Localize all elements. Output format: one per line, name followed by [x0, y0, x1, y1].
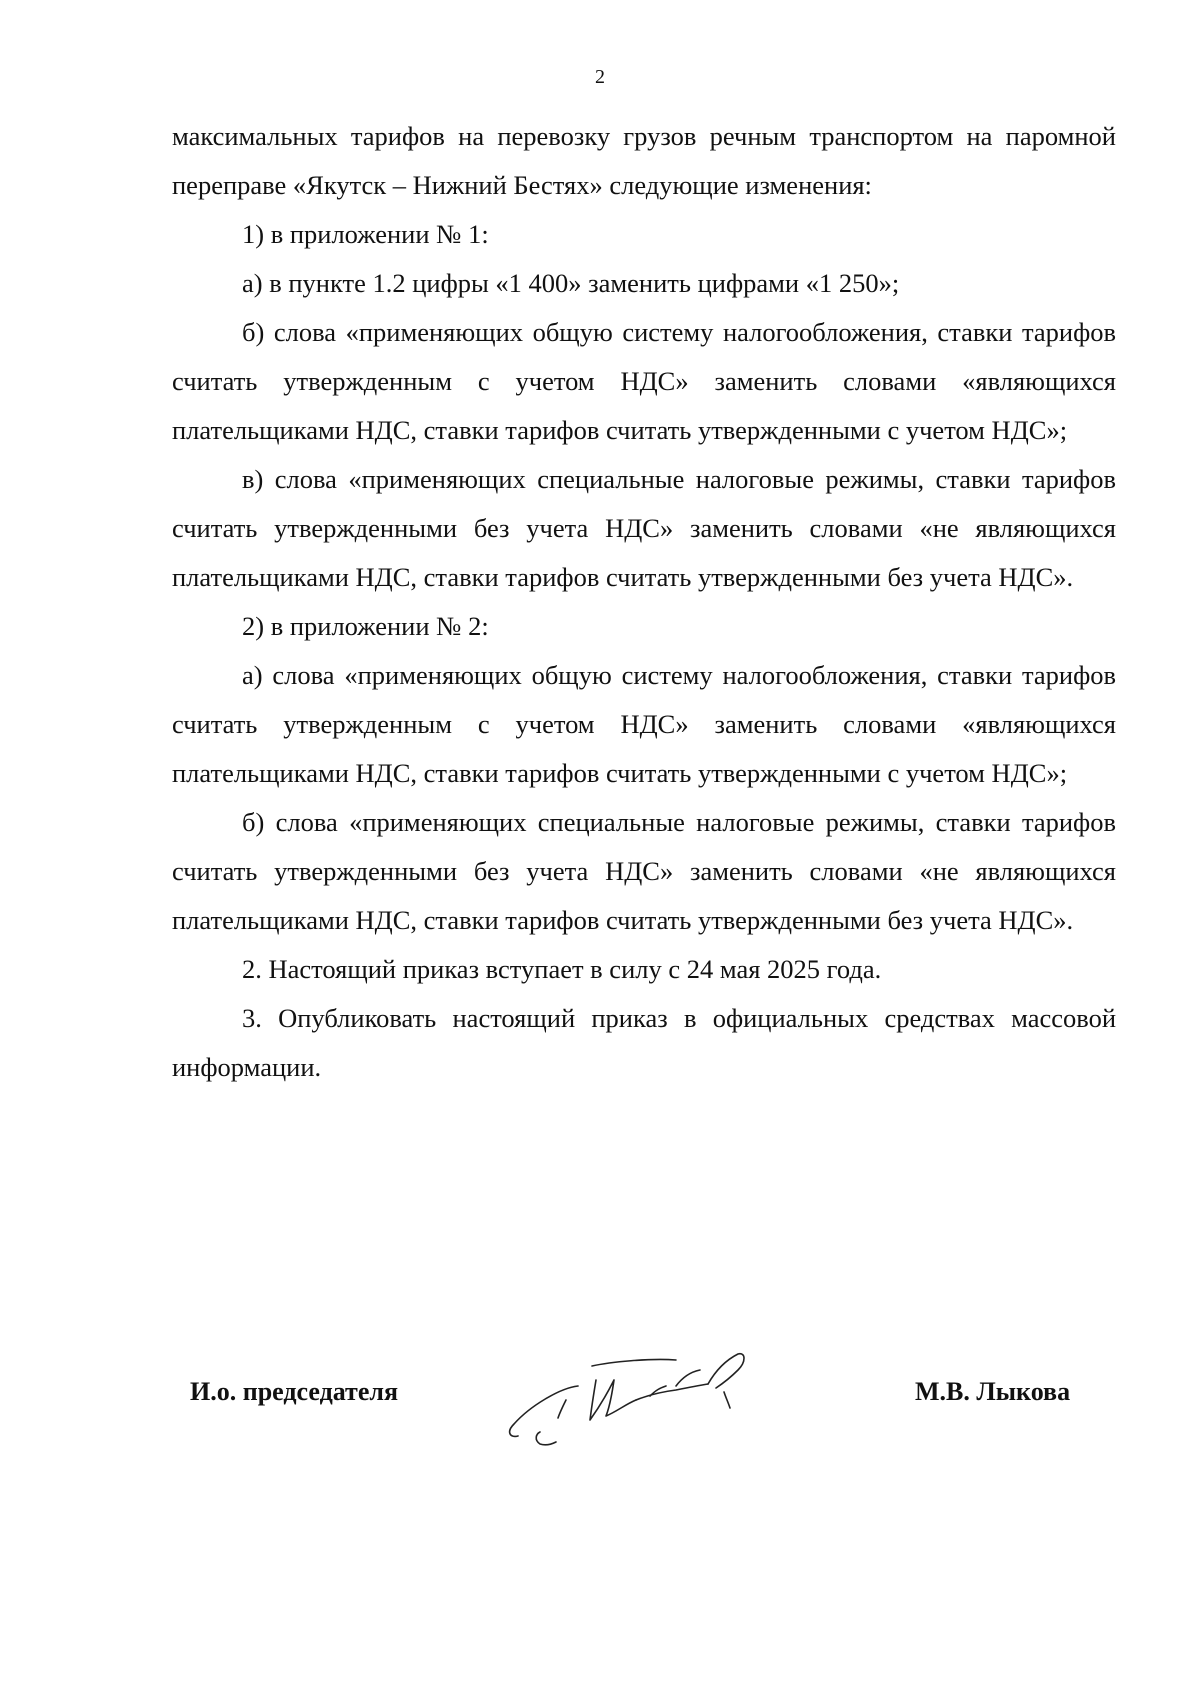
handwritten-signature-icon: [500, 1340, 800, 1450]
paragraph-appendix-2: 2) в приложении № 2:: [242, 611, 489, 641]
paragraph-appendix-1-a: а) в пункте 1.2 цифры «1 400» заменить цифрами «1 250»;: [242, 268, 900, 298]
paragraph-appendix-2-b: б) слова «применяющих специальные налоговые режимы, ставки тарифов считать утвержденными без учета НДС» заменить словами «не являющихся плательщиками НДС, ставки тарифов считать утвержденными без учета НДС».: [172, 807, 1116, 935]
paragraph-appendix-1: 1) в приложении № 1:: [242, 219, 489, 249]
paragraph-appendix-2-a: а) слова «применяющих общую систему налогообложения, ставки тарифов считать утвержденным с учетом НДС» заменить словами «являющихся плательщиками НДС, ставки тарифов считать утвержденными с учетом НДС»;: [172, 660, 1116, 788]
paragraph-publication: 3. Опубликовать настоящий приказ в официальных средствах массовой информации.: [172, 1003, 1116, 1082]
signatory-name: М.В. Лыкова: [915, 1377, 1071, 1406]
paragraph-appendix-1-c: в) слова «применяющих специальные налоговые режимы, ставки тарифов считать утвержденными без учета НДС» заменить словами «не являющихся плательщиками НДС, ставки тарифов считать утвержденными без учета НДС».: [172, 464, 1116, 592]
paragraph-appendix-1-b: б) слова «применяющих общую систему налогообложения, ставки тарифов считать утвержденным с учетом НДС» заменить словами «являющихся плательщиками НДС, ставки тарифов считать утвержденными с учетом НДС»;: [172, 317, 1116, 445]
signature-block: [0, 1340, 1200, 1450]
page-number: 2: [595, 66, 605, 88]
paragraph-effective-date: 2. Настоящий приказ вступает в силу с 24 мая 2025 года.: [242, 954, 882, 984]
paragraph-intro: максимальных тарифов на перевозку грузов речным транспортом на паромной переправе «Якутск – Нижний Бестях» следующие изменения:: [172, 121, 1116, 200]
signatory-title: И.о. председателя: [190, 1377, 399, 1406]
document-body: [172, 112, 1116, 1092]
